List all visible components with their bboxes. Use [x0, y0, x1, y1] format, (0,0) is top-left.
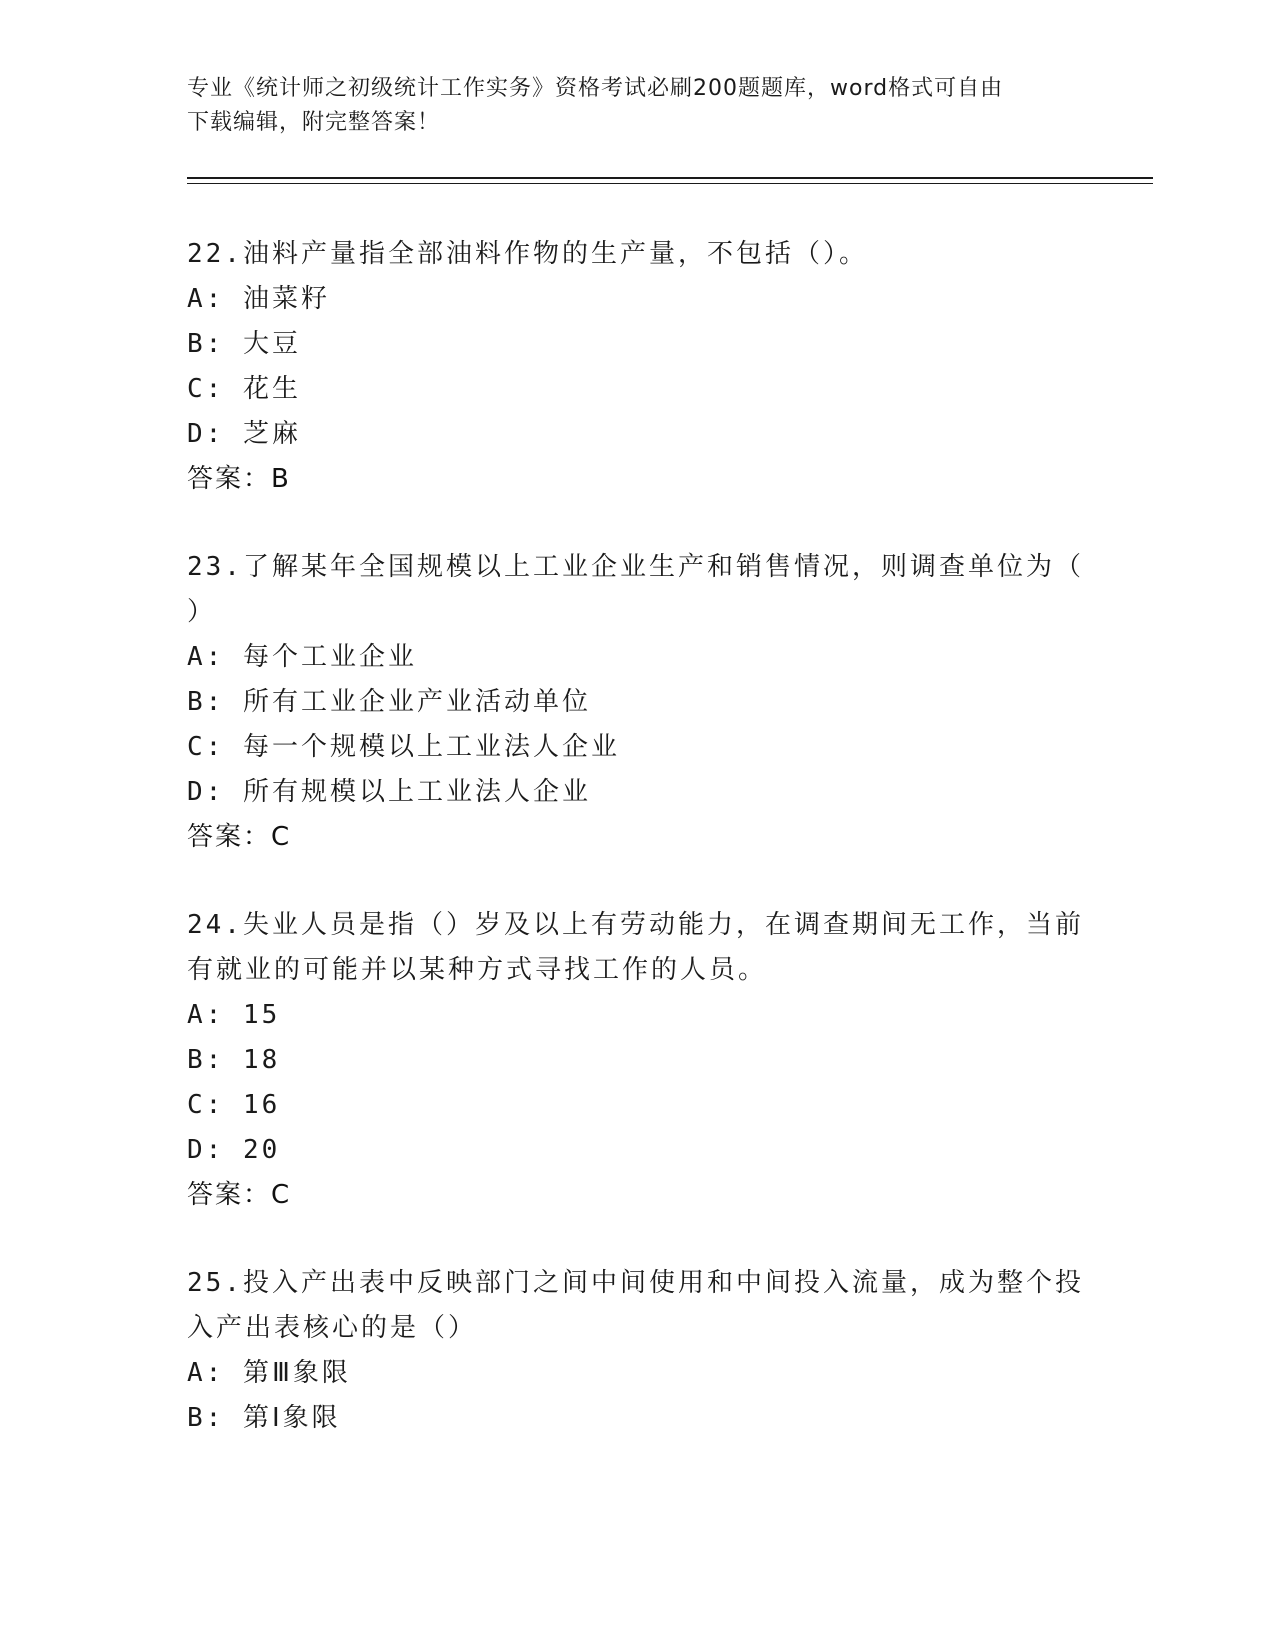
option-a: A: 第Ⅲ象限 [187, 1358, 351, 1388]
question-25 [187, 1261, 1087, 1441]
question-list [187, 232, 1087, 1484]
option-a: A: 15 [187, 1000, 281, 1030]
question-stem-line: ） [187, 597, 217, 627]
question-stem-line: 23.了解某年全国规模以上工业企业生产和销售情况，则调查单位为（ [187, 552, 1084, 582]
question-24 [187, 903, 1087, 1218]
option-d: D: 20 [187, 1135, 281, 1165]
option-a: A: 每个工业企业 [187, 642, 417, 672]
question-stem-line: 有就业的可能并以某种方式寻找工作的人员。 [187, 955, 768, 985]
document-header [187, 72, 1087, 140]
question-23 [187, 545, 1087, 860]
option-b: B: 18 [187, 1045, 281, 1075]
answer: 答案：B [187, 464, 291, 494]
option-b: B: 第Ⅰ象限 [187, 1403, 341, 1433]
answer: 答案：C [187, 822, 292, 852]
option-d: D: 所有规模以上工业法人企业 [187, 777, 591, 807]
header-line-2: 下载编辑，附完整答案！ [187, 110, 441, 135]
option-c: C: 每一个规模以上工业法人企业 [187, 732, 620, 762]
header-rule-thick [187, 177, 1153, 179]
option-b: B: 大豆 [187, 329, 301, 359]
header-rule-thin [187, 183, 1153, 184]
question-22 [187, 232, 1087, 502]
option-b: B: 所有工业企业产业活动单位 [187, 687, 591, 717]
option-a: A: 油菜籽 [187, 284, 330, 314]
option-c: C: 16 [187, 1090, 281, 1120]
header-line-1: 专业《统计师之初级统计工作实务》资格考试必刷200题题库，word格式可自由 [187, 76, 1004, 101]
question-stem-line: 22.油料产量指全部油料作物的生产量，不包括（）。 [187, 239, 868, 269]
question-stem-line: 入产出表核心的是（） [187, 1313, 478, 1343]
question-stem-line: 24.失业人员是指（）岁及以上有劳动能力，在调查期间无工作，当前 [187, 910, 1084, 940]
answer: 答案：C [187, 1180, 292, 1210]
question-stem-line: 25.投入产出表中反映部门之间中间使用和中间投入流量，成为整个投 [187, 1268, 1084, 1298]
option-c: C: 花生 [187, 374, 301, 404]
option-d: D: 芝麻 [187, 419, 301, 449]
